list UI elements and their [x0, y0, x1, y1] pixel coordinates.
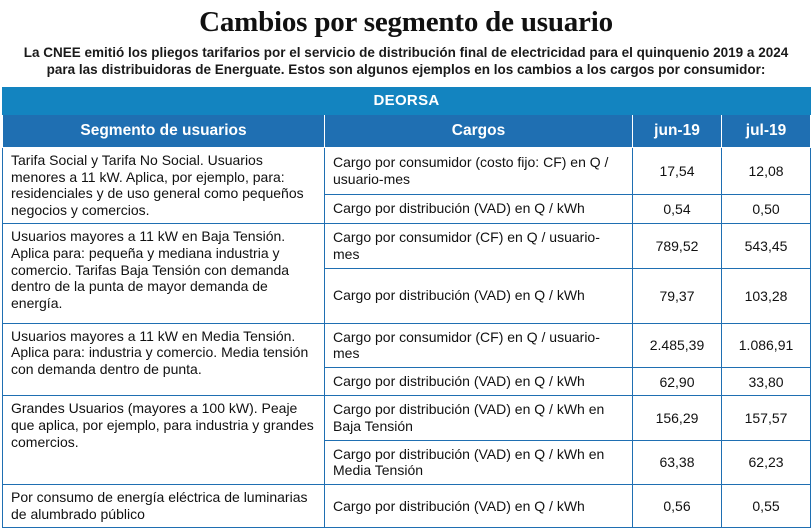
value-jul19: 1.086,91 — [722, 323, 811, 368]
charge-cell: Cargo por distribución (VAD) en Q / kWh — [325, 485, 633, 528]
value-jul19: 12,08 — [722, 147, 811, 194]
charge-cell: Cargo por consumidor (CF) en Q / usuario-mes — [325, 323, 633, 368]
table-row — [3, 323, 811, 368]
segment-cell: Usuarios mayores a 11 kW en Media Tensión. Aplica para: industria y comercio. Media tensión con demanda dentro de punta. — [3, 323, 325, 395]
charge-cell: Cargo por distribución (VAD) en Q / kWh — [325, 368, 633, 396]
value-jun19: 0,56 — [633, 485, 722, 528]
table-row — [3, 223, 811, 268]
value-jun19: 62,90 — [633, 368, 722, 396]
table-container — [0, 87, 812, 528]
value-jun19: 79,37 — [633, 268, 722, 323]
segment-cell: Tarifa Social y Tarifa No Social. Usuarios menores a 11 kW. Aplica, por ejemplo, para: residenciales y de uso general como pequeños negocios y comercios. — [3, 147, 325, 223]
table-row — [3, 485, 811, 528]
value-jul19: 0,50 — [722, 194, 811, 223]
page-subtitle: La CNEE emitió los pliegos tarifarios por el servicio de distribución final de electricidad para el quinquenio 2019 a 2024 para las distribuidoras de Energuate. Estos son algunos ejemplos en los cambios a los cargos por consumidor: — [23, 45, 789, 77]
charge-cell: Cargo por consumidor (costo fijo: CF) en Q / usuario-mes — [325, 147, 633, 194]
value-jul19: 103,28 — [722, 268, 811, 323]
value-jun19: 789,52 — [633, 223, 722, 268]
value-jun19: 0,54 — [633, 194, 722, 223]
distributor-banner: DEORSA — [3, 87, 811, 114]
header-segment: Segmento de usuarios — [3, 114, 325, 147]
segment-cell: Usuarios mayores a 11 kW en Baja Tensión. Aplica para: pequeña y mediana industria y comercio. Tarifas Baja Tensión con demanda dentro de la punta de mayor demanda de energía. — [3, 223, 325, 323]
value-jul19: 0,55 — [722, 485, 811, 528]
value-jun19: 156,29 — [633, 395, 722, 440]
tariff-table — [2, 87, 811, 528]
value-jun19: 63,38 — [633, 440, 722, 485]
charge-cell: Cargo por distribución (VAD) en Q / kWh — [325, 268, 633, 323]
header-period-jun19: jun-19 — [633, 114, 722, 147]
header-charges: Cargos — [325, 114, 633, 147]
value-jul19: 157,57 — [722, 395, 811, 440]
value-jul19: 543,45 — [722, 223, 811, 268]
value-jun19: 2.485,39 — [633, 323, 722, 368]
page-title: Cambios por segmento de usuario — [199, 6, 613, 38]
value-jul19: 62,23 — [722, 440, 811, 485]
table-header-row — [3, 114, 811, 147]
table-row — [3, 147, 811, 194]
segment-cell: Por consumo de energía eléctrica de luminarias de alumbrado público — [3, 485, 325, 528]
table-banner-row — [3, 87, 811, 114]
header-period-jul19: jul-19 — [722, 114, 811, 147]
charge-cell: Cargo por distribución (VAD) en Q / kWh en Baja Tensión — [325, 395, 633, 440]
charge-cell: Cargo por distribución (VAD) en Q / kWh — [325, 194, 633, 223]
charge-cell: Cargo por distribución (VAD) en Q / kWh en Media Tensión — [325, 440, 633, 485]
segment-cell: Grandes Usuarios (mayores a 100 kW). Peaje que aplica, por ejemplo, para industria y grandes comercios. — [3, 395, 325, 484]
table-row — [3, 395, 811, 440]
charge-cell: Cargo por consumidor (CF) en Q / usuario-mes — [325, 223, 633, 268]
value-jun19: 17,54 — [633, 147, 722, 194]
value-jul19: 33,80 — [722, 368, 811, 396]
